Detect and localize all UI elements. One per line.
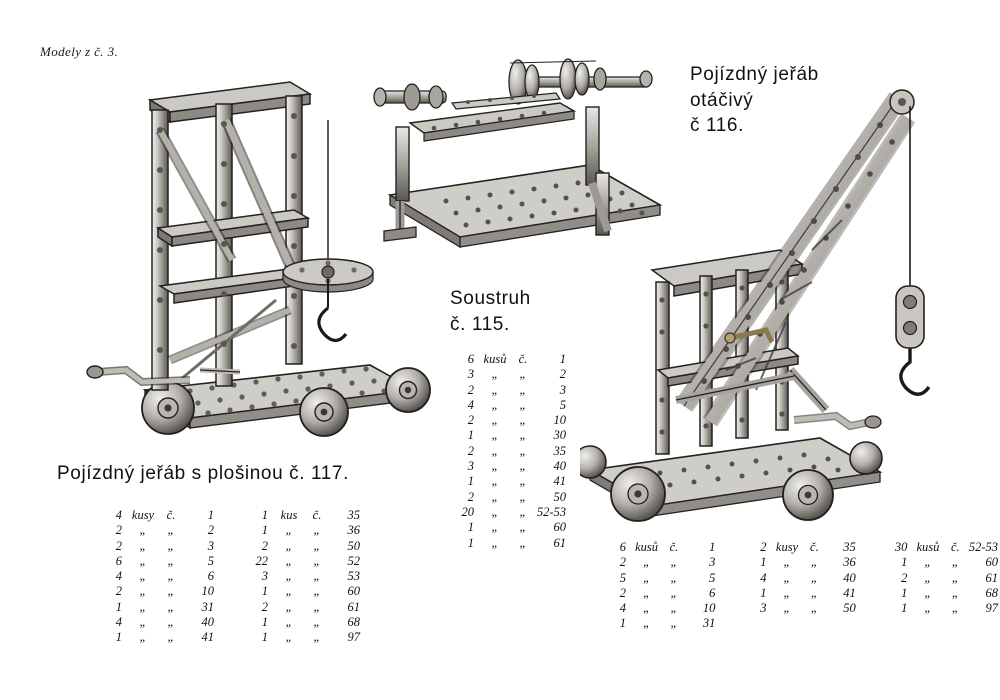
parts-cell: „ (491, 367, 499, 382)
parts-cell: 5 (709, 570, 716, 585)
parts-cell: 1 (261, 508, 268, 522)
parts-cell: kusů (916, 540, 940, 554)
parts-cell: 2 (467, 413, 474, 428)
parts-cell (768, 616, 805, 631)
parts-cell: 3 (467, 459, 474, 474)
parts-cell: 6 (619, 540, 626, 554)
parts-cell: 10 (702, 601, 716, 616)
parts-column-gap (858, 571, 886, 586)
parts-cell: „ (951, 585, 959, 600)
parts-cell: 22 (255, 553, 268, 568)
parts-column-gap (858, 616, 886, 631)
parts-table-lathe (452, 352, 568, 551)
parts-cell: 1 (467, 535, 474, 550)
parts-cell: „ (951, 601, 959, 616)
parts-cell: „ (285, 615, 293, 630)
parts-cell: 6 (709, 585, 716, 600)
parts-cell: „ (491, 520, 499, 535)
parts-cell: „ (139, 569, 147, 584)
parts-cell: 1 (261, 615, 268, 630)
parts-row (100, 569, 362, 584)
parts-cell: „ (519, 535, 527, 550)
parts-cell: 61 (553, 535, 566, 550)
parts-cell: 4 (760, 570, 767, 585)
parts-cell: „ (139, 523, 147, 538)
parts-cell: „ (313, 615, 321, 630)
parts-cell: „ (810, 570, 818, 585)
parts-cell: „ (519, 397, 527, 412)
parts-row (452, 352, 568, 367)
parts-row (452, 474, 568, 489)
parts-cell: „ (519, 367, 527, 382)
parts-cell: 1 (901, 601, 908, 616)
parts-column-gap (717, 540, 745, 555)
parts-cell: 2 (115, 523, 122, 538)
parts-column-gap (216, 600, 246, 615)
parts-cell: 4 (115, 508, 122, 522)
parts-cell: „ (285, 569, 293, 584)
parts-cell: „ (313, 569, 321, 584)
parts-cell: „ (285, 630, 293, 645)
parts-cell (947, 616, 965, 631)
parts-cell: „ (519, 413, 527, 428)
parts-cell: 1 (261, 523, 268, 538)
parts-cell: 1 (709, 540, 716, 554)
parts-cell: „ (491, 504, 499, 519)
parts-cell: 2 (760, 540, 767, 554)
parts-cell: 50 (553, 489, 566, 504)
parts-cell: „ (519, 504, 527, 519)
parts-cell: 36 (347, 523, 360, 538)
parts-cell: kusy (131, 508, 155, 522)
parts-cell: 2 (619, 555, 626, 570)
parts-cell: 2 (467, 382, 474, 397)
parts-row (605, 540, 1000, 555)
title-lathe (450, 286, 531, 337)
parts-cell: č. (518, 352, 528, 366)
parts-cell: 35 (843, 540, 856, 554)
parts-cell: „ (951, 555, 959, 570)
parts-column-gap (216, 539, 246, 554)
parts-cell: 1 (760, 555, 767, 570)
parts-row (452, 383, 568, 398)
parts-cell: „ (139, 599, 147, 614)
parts-row (100, 508, 362, 523)
page-corner-note: Modely z č. 3. (40, 44, 119, 59)
parts-cell: „ (167, 569, 175, 584)
parts-cell: „ (167, 615, 175, 630)
parts-cell: 97 (985, 601, 998, 616)
parts-row (605, 586, 1000, 601)
parts-row (100, 584, 362, 599)
parts-cell: „ (643, 570, 651, 585)
parts-cell: 4 (467, 397, 474, 412)
parts-cell: 3 (261, 569, 268, 584)
parts-cell: „ (285, 538, 293, 553)
parts-cell: „ (167, 538, 175, 553)
title-crane-with-platform: Pojízdný jeřáb s plošinou č. 117. (57, 463, 349, 484)
parts-column-gap (858, 555, 886, 570)
parts-cell: „ (313, 584, 321, 599)
parts-cell: 35 (347, 508, 360, 522)
parts-column-gap (858, 540, 886, 555)
parts-cell: „ (491, 489, 499, 504)
parts-cell: 36 (843, 555, 856, 570)
parts-cell: 1 (261, 584, 268, 599)
parts-cell: „ (783, 570, 791, 585)
parts-cell: 10 (553, 413, 566, 428)
parts-cell: 6 (115, 553, 122, 568)
parts-cell: 1 (115, 630, 122, 645)
parts-cell: č. (312, 508, 322, 522)
parts-row (100, 600, 362, 615)
parts-cell: 4 (619, 601, 626, 616)
parts-cell: 60 (347, 584, 360, 599)
parts-cell: 5 (207, 553, 214, 568)
title-rotating-crane-line3: č 116. (690, 115, 744, 137)
parts-list-crane-with-platform (100, 508, 362, 646)
parts-cell: 2 (115, 584, 122, 599)
parts-list-rotating-crane (605, 540, 1000, 632)
parts-cell: 41 (843, 585, 856, 600)
parts-cell: 3 (760, 601, 767, 616)
parts-cell: 31 (702, 616, 716, 631)
parts-cell: č. (166, 508, 176, 522)
parts-cell: 60 (985, 555, 998, 570)
parts-cell: „ (491, 459, 499, 474)
parts-cell: „ (139, 538, 147, 553)
parts-cell: 2 (467, 443, 474, 458)
parts-cell: „ (519, 520, 527, 535)
parts-cell: 30 (894, 540, 908, 554)
parts-cell: 5 (559, 397, 566, 412)
parts-row (452, 459, 568, 474)
parts-column-gap (216, 508, 246, 523)
parts-row (100, 539, 362, 554)
parts-column-gap (717, 555, 745, 570)
parts-cell: 2 (467, 489, 474, 504)
parts-cell: 3 (207, 538, 214, 553)
parts-cell: 6 (467, 352, 474, 366)
parts-cell: „ (167, 523, 175, 538)
parts-row (452, 413, 568, 428)
parts-cell: „ (139, 615, 147, 630)
parts-row (100, 523, 362, 538)
parts-column-gap (717, 601, 745, 616)
parts-cell: 1 (207, 508, 214, 522)
parts-cell: 3 (559, 382, 566, 397)
parts-cell: 30 (553, 428, 566, 443)
parts-cell: 6 (207, 569, 214, 584)
parts-cell: „ (167, 584, 175, 599)
parts-cell: „ (924, 585, 932, 600)
parts-cell: č. (669, 540, 679, 554)
parts-cell: 53 (347, 569, 360, 584)
parts-cell: „ (783, 555, 791, 570)
parts-cell: „ (285, 523, 293, 538)
parts-row (100, 630, 362, 645)
parts-column-gap (216, 584, 246, 599)
parts-cell: 61 (347, 599, 360, 614)
parts-row (605, 601, 1000, 616)
parts-cell: 1 (760, 585, 767, 600)
parts-cell: „ (810, 555, 818, 570)
parts-list-lathe (452, 352, 568, 551)
parts-cell (745, 616, 768, 631)
parts-column-gap (216, 554, 246, 569)
parts-cell: „ (519, 489, 527, 504)
parts-cell: 1 (559, 352, 566, 366)
parts-table-crane-with-platform (100, 508, 362, 646)
parts-cell: kus (280, 508, 298, 522)
parts-cell: kusy (775, 540, 799, 554)
parts-cell: 2 (115, 538, 122, 553)
parts-cell: 1 (115, 599, 122, 614)
parts-cell: 31 (201, 599, 214, 614)
parts-cell: „ (643, 601, 651, 616)
parts-cell: 2 (261, 538, 268, 553)
parts-cell: 20 (461, 504, 474, 519)
parts-cell: 52-53 (536, 504, 566, 519)
parts-cell: 3 (709, 555, 716, 570)
parts-cell: „ (491, 413, 499, 428)
parts-column-gap (858, 586, 886, 601)
title-rotating-crane-line1: Pojízdný jeřáb (690, 64, 819, 85)
parts-row (452, 428, 568, 443)
parts-cell: 4 (115, 615, 122, 630)
parts-cell: „ (519, 382, 527, 397)
parts-row (452, 490, 568, 505)
parts-cell: „ (167, 599, 175, 614)
parts-cell: „ (313, 553, 321, 568)
parts-cell: „ (643, 585, 651, 600)
parts-cell: 35 (553, 443, 566, 458)
parts-cell: „ (313, 630, 321, 645)
parts-row (452, 520, 568, 535)
parts-cell: 4 (115, 569, 122, 584)
parts-cell (909, 616, 946, 631)
parts-cell: „ (167, 553, 175, 568)
parts-cell: 5 (619, 570, 626, 585)
parts-cell: 41 (553, 474, 566, 489)
title-rotating-crane (690, 62, 819, 139)
parts-cell: „ (491, 474, 499, 489)
parts-cell: 52 (347, 553, 360, 568)
parts-cell (806, 616, 824, 631)
parts-cell: „ (313, 599, 321, 614)
parts-cell: č. (810, 540, 819, 554)
parts-cell: 41 (201, 630, 214, 645)
parts-row (100, 554, 362, 569)
parts-cell: 1 (901, 555, 908, 570)
parts-column-gap (216, 615, 246, 630)
parts-cell: „ (924, 570, 932, 585)
parts-cell: „ (670, 585, 678, 600)
title-lathe-line1: Soustruh (450, 288, 531, 309)
parts-row (452, 444, 568, 459)
parts-cell: „ (139, 630, 147, 645)
parts-cell: 97 (347, 630, 360, 645)
parts-cell: 2 (901, 570, 908, 585)
parts-cell: kusů (635, 540, 659, 554)
title-lathe-line2: č. 115. (450, 313, 510, 335)
parts-cell: „ (810, 601, 818, 616)
parts-cell: „ (670, 555, 678, 570)
parts-cell: „ (643, 616, 651, 631)
parts-cell: 10 (201, 584, 214, 599)
figure-rotating-crane (580, 70, 980, 540)
parts-row (605, 555, 1000, 570)
parts-column-gap (858, 601, 886, 616)
parts-row (100, 615, 362, 630)
parts-cell: „ (783, 585, 791, 600)
parts-cell: „ (285, 553, 293, 568)
parts-cell: „ (924, 601, 932, 616)
parts-cell: 1 (901, 585, 908, 600)
parts-row (452, 536, 568, 551)
parts-cell: 1 (261, 630, 268, 645)
parts-cell (964, 616, 1000, 631)
parts-cell: „ (491, 397, 499, 412)
parts-cell: „ (670, 570, 678, 585)
parts-cell: 60 (553, 520, 566, 535)
parts-cell: 2 (261, 599, 268, 614)
parts-cell: 68 (347, 615, 360, 630)
parts-column-gap (717, 586, 745, 601)
parts-cell: „ (783, 601, 791, 616)
parts-cell: „ (491, 428, 499, 443)
parts-cell (886, 616, 909, 631)
parts-cell: „ (670, 601, 678, 616)
parts-cell: 50 (843, 601, 856, 616)
parts-cell: „ (810, 585, 818, 600)
parts-cell: 52-53 (968, 540, 998, 554)
parts-cell: 40 (843, 570, 856, 585)
parts-cell: 1 (619, 616, 626, 631)
parts-cell: „ (313, 538, 321, 553)
parts-column-gap (717, 616, 745, 631)
parts-cell: kusů (483, 352, 507, 366)
parts-cell: 68 (985, 585, 998, 600)
parts-cell: 1 (467, 474, 474, 489)
parts-row (605, 616, 1000, 631)
parts-cell: 2 (619, 585, 626, 600)
parts-cell: 2 (559, 367, 566, 382)
parts-cell: 1 (467, 428, 474, 443)
parts-cell: „ (951, 570, 959, 585)
parts-cell (823, 616, 858, 631)
parts-cell: 1 (467, 520, 474, 535)
parts-cell: 40 (201, 615, 214, 630)
parts-column-gap (216, 630, 246, 645)
parts-cell: „ (519, 428, 527, 443)
parts-row (452, 398, 568, 413)
parts-column-gap (216, 523, 246, 538)
parts-cell: 50 (347, 538, 360, 553)
parts-cell: „ (491, 443, 499, 458)
title-rotating-crane-line2: otáčivý (690, 89, 754, 111)
parts-cell: 2 (207, 523, 214, 538)
parts-cell: „ (285, 599, 293, 614)
parts-cell: „ (519, 443, 527, 458)
parts-cell: „ (139, 584, 147, 599)
parts-table-rotating-crane (605, 540, 1000, 632)
parts-cell: „ (519, 459, 527, 474)
parts-row (605, 571, 1000, 586)
parts-cell: 40 (553, 459, 566, 474)
parts-row (452, 367, 568, 382)
parts-cell: „ (167, 630, 175, 645)
parts-cell: „ (519, 474, 527, 489)
parts-cell: „ (924, 555, 932, 570)
parts-cell: č. (950, 540, 960, 554)
parts-column-gap (216, 569, 246, 584)
parts-cell: „ (313, 523, 321, 538)
parts-cell: „ (491, 535, 499, 550)
parts-cell: „ (139, 553, 147, 568)
parts-cell: „ (491, 382, 499, 397)
parts-cell: „ (643, 555, 651, 570)
parts-column-gap (717, 571, 745, 586)
parts-row (452, 505, 568, 520)
parts-cell: 3 (467, 367, 474, 382)
parts-cell: „ (670, 616, 678, 631)
parts-cell: „ (285, 584, 293, 599)
parts-cell: 61 (985, 570, 998, 585)
